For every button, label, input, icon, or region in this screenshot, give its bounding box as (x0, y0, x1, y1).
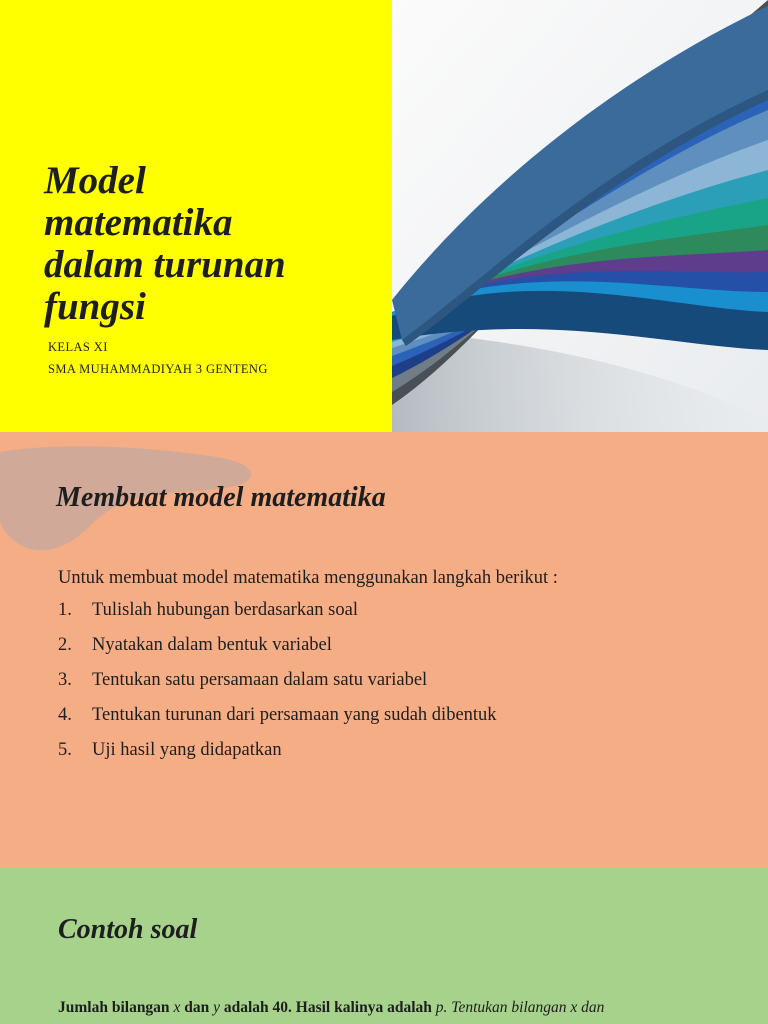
subtitle-class: KELAS XI (48, 340, 108, 354)
step-text: Uji hasil yang didapatkan (92, 740, 282, 760)
problem-segment: adalah 40. Hasil kalinya adalah (219, 999, 436, 1016)
example-slide (0, 868, 768, 1024)
title-line: dalam turunan (44, 243, 286, 286)
list-item (58, 635, 497, 670)
title-panel (0, 0, 392, 432)
title-line: matematika (44, 201, 233, 244)
problem-segment: Jumlah bilangan (58, 999, 174, 1016)
section-title: Membuat model matematika (56, 482, 386, 513)
title-line: fungsi (44, 285, 146, 328)
list-item (58, 740, 497, 775)
list-item (58, 705, 497, 740)
problem-segment: . Tentukan bilangan (443, 999, 571, 1016)
step-text: Tulislah hubungan berdasarkan soal (92, 600, 358, 620)
section-title: Contoh soal (58, 914, 198, 945)
problem-segment: dan (180, 999, 214, 1016)
variable-y: y (213, 999, 220, 1016)
variable-x: x (173, 999, 181, 1016)
title-slide (0, 0, 768, 432)
list-item (58, 670, 497, 705)
step-number: 2. (58, 635, 72, 655)
step-text: Nyatakan dalam bentuk variabel (92, 635, 332, 655)
step-number: 1. (58, 600, 72, 620)
subtitle-school: SMA MUHAMMADIYAH 3 GENTENG (48, 362, 268, 376)
variable-x: x (570, 999, 578, 1016)
step-number: 3. (58, 670, 72, 690)
problem-segment: dan (577, 999, 605, 1016)
variable-p: p (435, 999, 444, 1016)
method-slide (0, 432, 768, 868)
step-text: Tentukan turunan dari persamaan yang sudah dibentuk (92, 705, 497, 725)
problem-text (58, 999, 763, 1017)
title-line: Model (44, 159, 146, 202)
step-number: 4. (58, 705, 72, 725)
step-number: 5. (58, 740, 72, 760)
list-item (58, 600, 497, 635)
colorful-paper-strips-image (392, 0, 768, 432)
intro-text: Untuk membuat model matematika menggunakan langkah berikut : (58, 568, 558, 588)
steps-list (58, 600, 497, 775)
step-text: Tentukan satu persamaan dalam satu variabel (92, 670, 428, 690)
slide-title (44, 160, 374, 328)
